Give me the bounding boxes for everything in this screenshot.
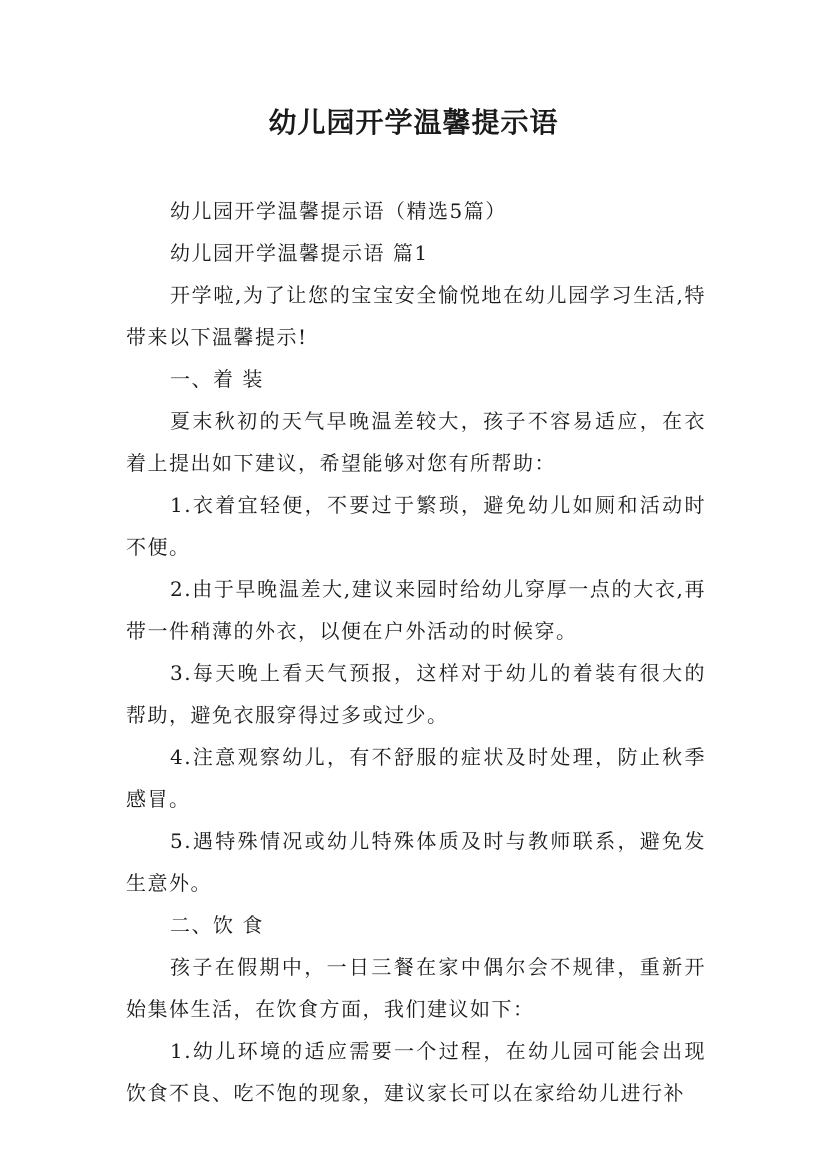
heading-clothing: 一、着 装 <box>170 367 264 391</box>
paragraph-subtitle: 幼儿园开学温馨提示语（精选5篇） <box>170 199 507 223</box>
paragraph-clothing-1: 1.衣着宜轻便，不要过于繁琐，避免幼儿如厕和活动时不便。 <box>126 493 706 559</box>
document-body <box>126 190 706 1114</box>
document-title: 幼儿园开学温馨提示语 <box>268 106 559 139</box>
paragraph-diet-intro: 孩子在假期中，一日三餐在家中偶尔会不规律，重新开始集体生活，在饮食方面，我们建议如下： <box>126 955 706 1021</box>
paragraph-clothing-5: 5.遇特殊情况或幼儿特殊体质及时与教师联系，避免发生意外。 <box>126 829 706 895</box>
heading-diet: 二、饮 食 <box>170 913 264 937</box>
paragraph-diet-1: 1.幼儿环境的适应需要一个过程，在幼儿园可能会出现饮食不良、吃不饱的现象，建议家长可以在家给幼儿进行补 <box>126 1039 706 1105</box>
paragraph-intro: 开学啦,为了让您的宝宝安全愉悦地在幼儿园学习生活,特带来以下温馨提示! <box>126 283 706 349</box>
paragraph-clothing-3: 3.每天晚上看天气预报，这样对于幼儿的着装有很大的帮助，避免衣服穿得过多或过少。 <box>126 661 706 727</box>
paragraph-clothing-4: 4.注意观察幼儿，有不舒服的症状及时处理，防止秋季感冒。 <box>126 745 706 811</box>
paragraph-section-heading: 幼儿园开学温馨提示语 篇1 <box>170 241 429 265</box>
paragraph-clothing-2: 2.由于早晚温差大,建议来园时给幼儿穿厚一点的大衣,再带一件稍薄的外衣，以便在户外活动的时候穿。 <box>126 577 706 643</box>
paragraph-clothing-intro: 夏末秋初的天气早晚温差较大，孩子不容易适应，在衣着上提出如下建议，希望能够对您有所帮助： <box>126 409 706 475</box>
